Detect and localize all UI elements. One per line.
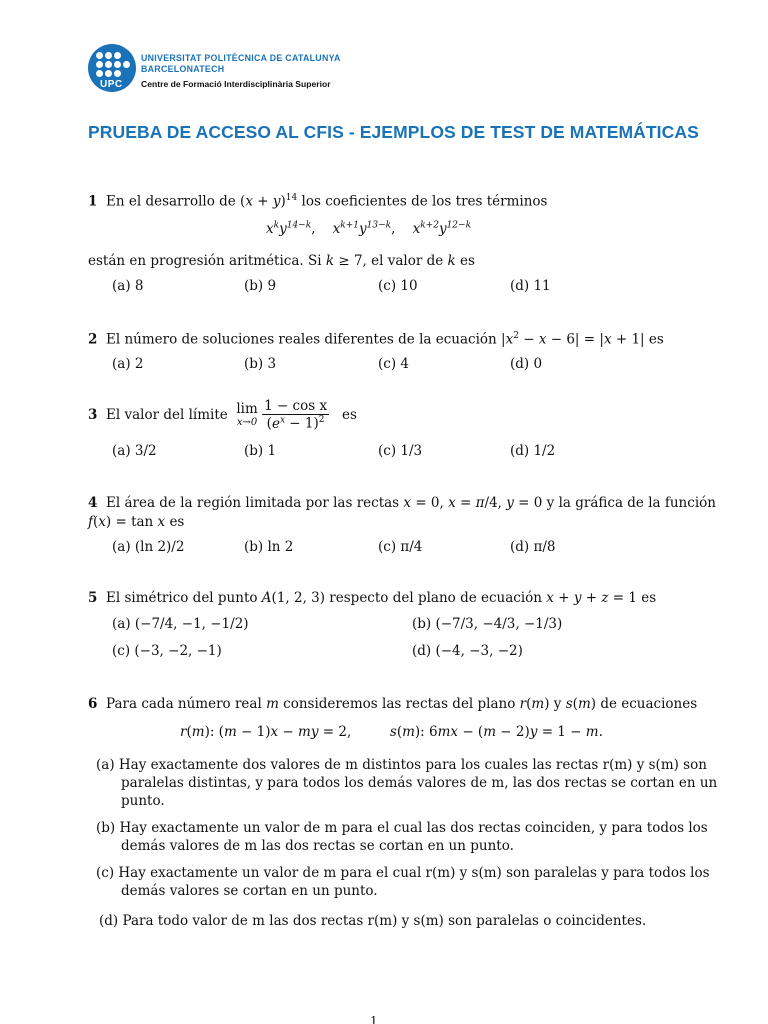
q2-option-b[interactable]: (b) 3 bbox=[244, 356, 277, 372]
q3-option-c[interactable]: (c) 1/3 bbox=[378, 443, 423, 459]
q6-option-c-line1[interactable]: (c) Hay exactamente un valor de m para el cual r(m) y s(m) son paralelas y para todos los bbox=[96, 865, 710, 881]
q3-text: 3 El valor del límite lim x→0 $\frac{\text{1 − cos x}}{(e^x - 1)^2}$ es bbox=[88, 398, 357, 432]
q3-fraction: $\frac{\text{1 − cos x}}{(e^x - 1)^2}$ bbox=[264, 398, 328, 432]
q2-option-d[interactable]: (d) 0 bbox=[510, 356, 543, 372]
q3-number: 3 bbox=[88, 406, 98, 423]
centre-name: Centre de Formació Interdisciplinària Superior bbox=[141, 79, 331, 89]
q1-option-d[interactable]: (d) 11 bbox=[510, 278, 551, 294]
q6-option-b-line2: demás valores de m las dos rectas se cortan en un punto. bbox=[121, 838, 514, 854]
q5-option-a[interactable]: (a) (−7/4, −1, −1/2) bbox=[112, 616, 249, 632]
q2-option-a[interactable]: (a) 2 bbox=[112, 356, 144, 372]
q3-option-d[interactable]: (d) 1/2 bbox=[510, 443, 556, 459]
q6-option-b-line1[interactable]: (b) Hay exactamente un valor de m para el cual las dos rectas coinciden, y para todos los bbox=[96, 820, 708, 836]
q3-option-b[interactable]: (b) 1 bbox=[244, 443, 277, 459]
q6-equations: r(m): (m − 1)x − my = 2, s(m): 6mx − (m − 2)y = 1 − m. bbox=[180, 724, 603, 740]
q6-option-a-line3: punto. bbox=[121, 793, 165, 809]
q5-number: 5 bbox=[88, 590, 98, 606]
q2-number: 2 bbox=[88, 331, 98, 348]
university-subtitle: BARCELONATECH bbox=[141, 64, 225, 74]
q1-followup: están en progresión aritmética. Si k ≥ 7, el valor de k es bbox=[88, 253, 475, 269]
q4-line1: 4 El área de la región limitada por las rectas x = 0, x = π/4, y = 0 y la gráfica de la función bbox=[88, 495, 716, 511]
q2-option-c[interactable]: (c) 4 bbox=[378, 356, 409, 372]
q1-intro: 1 En el desarrollo de $(x + y)^{14}$ los coeficientes de los tres términos bbox=[88, 193, 548, 210]
q1-option-c[interactable]: (c) 10 bbox=[378, 278, 418, 294]
q6-option-d[interactable]: (d) Para todo valor de m las dos rectas r(m) y s(m) son paralelas o coincidentes. bbox=[99, 913, 647, 929]
logo-text: UPC bbox=[100, 79, 123, 90]
q6-number: 6 bbox=[88, 696, 98, 712]
q3-option-a[interactable]: (a) 3/2 bbox=[112, 443, 157, 459]
university-name: UNIVERSITAT POLITÈCNICA DE CATALUNYA bbox=[141, 53, 341, 63]
q2-text: 2 El número de soluciones reales diferentes de la ecuación $|x^2 - x - 6| = |x + 1|$ es bbox=[88, 331, 664, 348]
q1-terms: $x^ky^{14-k}$, $x^{k+1}y^{13-k}$, $x^{k+2}y^{12-k}$ bbox=[266, 220, 472, 237]
q1-option-b[interactable]: (b) 9 bbox=[244, 278, 277, 294]
q4-option-b[interactable]: (b) ln 2 bbox=[244, 539, 294, 555]
q4-option-d[interactable]: (d) π/8 bbox=[510, 539, 556, 555]
q5-text: 5 El simétrico del punto A(1, 2, 3) respecto del plano de ecuación x + y + z = 1 es bbox=[88, 590, 657, 606]
q1-option-a[interactable]: (a) 8 bbox=[112, 278, 144, 294]
q6-option-a-line1[interactable]: (a) Hay exactamente dos valores de m distintos para los cuales las rectas r(m) y s(m) son bbox=[96, 757, 707, 773]
q6-option-a-line2: paralelas distintas, y para todos los demás valores de m, las dos rectas se cortan en un bbox=[121, 775, 718, 791]
q1-number: 1 bbox=[88, 193, 98, 210]
q5-option-b[interactable]: (b) (−7/3, −4/3, −1/3) bbox=[412, 616, 563, 632]
q4-option-a[interactable]: (a) (ln 2)/2 bbox=[112, 539, 185, 555]
q4-line2: f(x) = tan x es bbox=[88, 514, 185, 530]
q6-option-c-line2: demás valores se cortan en un punto. bbox=[121, 883, 378, 899]
page-number: 1 bbox=[370, 1014, 378, 1024]
q4-option-c[interactable]: (c) π/4 bbox=[378, 539, 423, 555]
q5-option-c[interactable]: (c) (−3, −2, −1) bbox=[112, 643, 222, 659]
q4-number: 4 bbox=[88, 495, 98, 511]
q6-intro: 6 Para cada número real m consideremos las rectas del plano r(m) y s(m) de ecuaciones bbox=[88, 696, 698, 712]
page-title: PRUEBA DE ACCESO AL CFIS - EJEMPLOS DE TEST DE MATEMÁTICAS bbox=[88, 122, 699, 142]
q5-option-d[interactable]: (d) (−4, −3, −2) bbox=[412, 643, 523, 659]
